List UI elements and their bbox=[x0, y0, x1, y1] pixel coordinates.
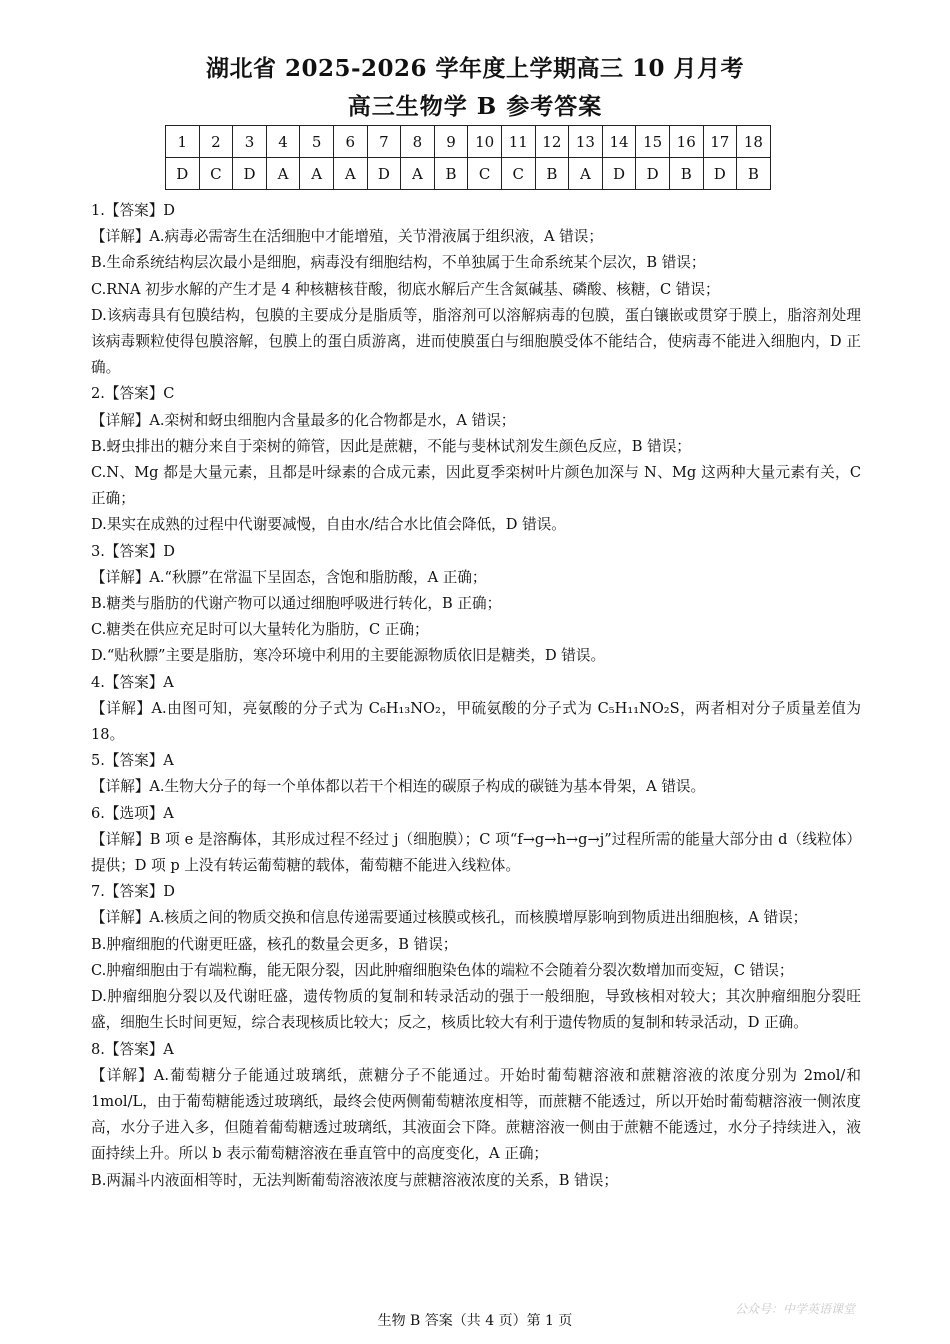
answer-cell: D bbox=[367, 158, 401, 190]
explanation-line: C.N、Mg 都是大量元素，且都是叶绿素的合成元素，因此夏季栾树叶片颜色加深与 N、Mg 这两种大量元素有关，C 正确； bbox=[91, 464, 861, 508]
answer-heading-7: 7.【答案】D bbox=[91, 883, 175, 901]
question-number: 16 bbox=[669, 126, 703, 158]
explanation-line: D.肿瘤细胞分裂以及代谢旺盛，遗传物质的复制和转录活动的强于一般细胞，导致核相对较大；其次肿瘤细胞分裂旺盛，细胞生长时间更短，综合表现核质比较大；反之，核质比较大有利于遗传物质的复制和转录活动，D 正确。 bbox=[91, 988, 861, 1032]
page-subtitle: 高三生物学 B 参考答案 bbox=[347, 93, 603, 120]
question-number: 1 bbox=[166, 126, 200, 158]
explanation-line: B.糖类与脂肪的代谢产物可以通过细胞呼吸进行转化，B 正确； bbox=[91, 595, 502, 613]
answer-cell: C bbox=[468, 158, 502, 190]
answer-cell: A bbox=[300, 158, 334, 190]
answer-cell: B bbox=[669, 158, 703, 190]
explanation-line: B.肿瘤细胞的代谢更旺盛，核孔的数量会更多，B 错误； bbox=[91, 935, 458, 953]
explanation-line: C.RNA 初步水解的产生才是 4 种核糖核苷酸，彻底水解后产生含氮碱基、磷酸、核糖，C 错误； bbox=[91, 280, 720, 298]
question-number: 17 bbox=[703, 126, 737, 158]
explanation-line: C.糖类在供应充足时可以大量转化为脂肪，C 正确； bbox=[91, 621, 429, 639]
explanation-line: 【详解】B 项 e 是溶酶体，其形成过程不经过 j（细胞膜）；C 项“f→g→h→g→j”过程所需的能量大部分由 d（线粒体）提供；D 项 p 上没有转运葡萄糖的载体，葡萄糖不能进入线粒体。 bbox=[91, 830, 861, 875]
explanation-line: 【详解】A.由图可知，亮氨酸的分子式为 C₆H₁₃NO₂，甲硫氨酸的分子式为 C₅H₁₁NO₂S，两者相对分子质量差值为 18。 bbox=[91, 699, 861, 744]
explanation-line: 【详解】A.栾树和蚜虫细胞内含量最多的化合物都是水，A 错误； bbox=[91, 411, 516, 429]
explanation-line: D.该病毒具有包膜结构，包膜的主要成分是脂质等，脂溶剂可以溶解病毒的包膜，蛋白镶嵌或贯穿于膜上，脂溶剂处理该病毒颗粒使得包膜溶解，包膜上的蛋白质游离，进而使膜蛋白与细胞膜受体不能结合，使病毒不能进入细胞内，D 正确。 bbox=[91, 306, 861, 377]
answer-cell: B bbox=[434, 158, 468, 190]
explanation-line: 【详解】A.病毒必需寄生在活细胞中才能增殖，关节滑液属于组织液，A 错误； bbox=[91, 228, 603, 246]
explanation-line: 【详解】A.“秋膘”在常温下呈固态，含饱和脂肪酸，A 正确； bbox=[91, 568, 487, 586]
answer-cell: A bbox=[333, 158, 367, 190]
question-number: 2 bbox=[199, 126, 233, 158]
answer-cell: A bbox=[569, 158, 603, 190]
page-footer: 生物 B 答案（共 4 页）第 1 页 bbox=[377, 1313, 573, 1329]
question-number: 12 bbox=[535, 126, 569, 158]
answer-explanations bbox=[91, 198, 861, 1194]
question-number: 7 bbox=[367, 126, 401, 158]
question-number: 6 bbox=[333, 126, 367, 158]
watermark: 公众号：中学英语课堂 bbox=[735, 1302, 856, 1316]
explanation-line: 【详解】A.生物大分子的每一个单体都以若干个相连的碳原子构成的碳链为基本骨架，A 错误。 bbox=[91, 778, 706, 796]
answer-cell: D bbox=[166, 158, 200, 190]
explanation-line: C.肿瘤细胞由于有端粒酶，能无限分裂，因此肿瘤细胞染色体的端粒不会随着分裂次数增加而变短，C 错误； bbox=[91, 961, 794, 979]
explanation-line: D.果实在成熟的过程中代谢要减慢，自由水/结合水比值会降低，D 错误。 bbox=[91, 516, 566, 534]
answer-cell: A bbox=[401, 158, 435, 190]
answer-table-number-row bbox=[166, 126, 771, 158]
answer-cell: C bbox=[501, 158, 535, 190]
page-title: 湖北省 2025-2026 学年度上学期高三 10 月月考 bbox=[205, 55, 745, 82]
question-number: 3 bbox=[233, 126, 267, 158]
answer-heading-4: 4.【答案】A bbox=[91, 673, 174, 691]
answer-cell: B bbox=[737, 158, 771, 190]
answer-table bbox=[165, 125, 771, 190]
explanation-line: 【详解】A.核质之间的物质交换和信息传递需要通过核膜或核孔，而核膜增厚影响到物质进出细胞核，A 错误； bbox=[91, 909, 808, 927]
answer-cell: D bbox=[233, 158, 267, 190]
question-number: 13 bbox=[569, 126, 603, 158]
question-number: 5 bbox=[300, 126, 334, 158]
explanation-line: D.“贴秋膘”主要是脂肪，寒冷环境中利用的主要能源物质依旧是糖类，D 错误。 bbox=[91, 647, 606, 665]
question-number: 9 bbox=[434, 126, 468, 158]
answer-cell: A bbox=[266, 158, 300, 190]
question-number: 11 bbox=[501, 126, 535, 158]
question-number: 14 bbox=[602, 126, 636, 158]
answer-cell: D bbox=[636, 158, 670, 190]
answer-heading-6: 6.【选项】A bbox=[91, 804, 174, 822]
explanation-line: 【详解】A.葡萄糖分子能通过玻璃纸，蔗糖分子不能通过。开始时葡萄糖溶液和蔗糖溶液的浓度分别为 2mol/和 1mol/L，由于葡萄糖能透过玻璃纸，最终会使两侧葡萄糖浓度相等，而蔗糖不能透过，所以开始时葡萄糖溶液一侧浓度高，水分子进入多，但随着葡萄糖透过玻璃纸，其液面会下降。蔗糖溶液一侧由于蔗糖不能透过，水分子持续进入，液面持续上升。所以 b 表示葡萄糖溶液在垂直管中的高度变化，A 正确； bbox=[91, 1066, 861, 1163]
question-number: 10 bbox=[468, 126, 502, 158]
question-number: 18 bbox=[737, 126, 771, 158]
answer-cell: B bbox=[535, 158, 569, 190]
answer-heading-1: 1.【答案】D bbox=[91, 202, 175, 219]
explanation-line: B.生命系统结构层次最小是细胞，病毒没有细胞结构，不单独属于生命系统某个层次，B 错误； bbox=[91, 254, 706, 272]
explanation-line: B.蚜虫排出的糖分来自于栾树的筛管，因此是蔗糖，不能与斐林试剂发生颜色反应，B 错误； bbox=[91, 437, 691, 455]
answer-heading-2: 2.【答案】C bbox=[91, 385, 175, 403]
answer-heading-5: 5.【答案】A bbox=[91, 752, 174, 770]
answer-heading-3: 3.【答案】D bbox=[91, 542, 175, 560]
answer-heading-8: 8.【答案】A bbox=[91, 1040, 174, 1058]
question-number: 4 bbox=[266, 126, 300, 158]
answer-cell: D bbox=[602, 158, 636, 190]
explanation-line: B.两漏斗内液面相等时，无法判断葡萄溶液浓度与蔗糖溶液浓度的关系，B 错误； bbox=[91, 1171, 618, 1189]
answer-table-answer-row bbox=[166, 158, 771, 190]
question-number: 8 bbox=[401, 126, 435, 158]
question-number: 15 bbox=[636, 126, 670, 158]
answer-cell: D bbox=[703, 158, 737, 190]
answer-cell: C bbox=[199, 158, 233, 190]
